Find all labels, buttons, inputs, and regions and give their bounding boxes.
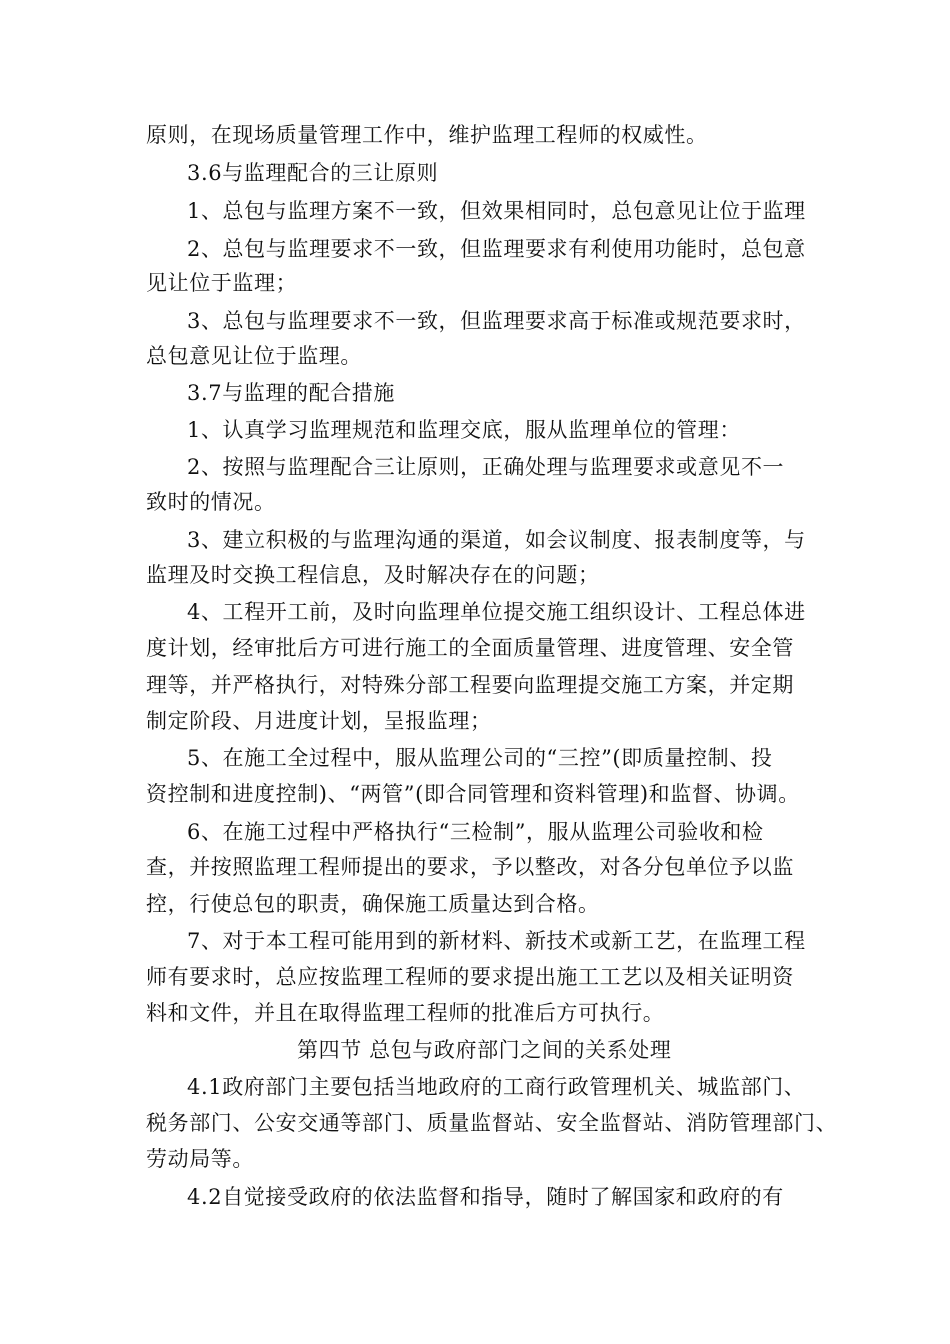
list-item: 3、建立积极的与监理沟通的渠道，如会议制度、报表制度等，与	[187, 528, 806, 552]
text-line: 料和文件，并且在取得监理工程师的批准后方可执行。	[146, 1001, 665, 1025]
list-item: 1、总包与监理方案不一致，但效果相同时，总包意见让位于监理	[187, 199, 806, 223]
text-line: 查，并按照监理工程师提出的要求，予以整改，对各分包单位予以监	[146, 855, 794, 879]
list-item: 7、对于本工程可能用到的新材料、新技术或新工艺，在监理工程	[187, 929, 806, 953]
text-line: 税务部门、公安交通等部门、质量监督站、安全监督站、消防管理部门、	[146, 1111, 838, 1135]
text-line: 师有要求时，总应按监理工程师的要求提出施工工艺以及相关证明资	[146, 965, 794, 989]
list-item: 2、总包与监理要求不一致，但监理要求有利使用功能时，总包意	[187, 237, 806, 261]
section-heading: 3.7与监理的配合措施	[187, 381, 395, 405]
list-item: 3、总包与监理要求不一致，但监理要求高于标准或规范要求时，	[187, 309, 806, 333]
list-item: 4、工程开工前，及时向监理单位提交施工组织设计、工程总体进	[187, 600, 806, 624]
text-line: 监理及时交换工程信息，及时解决存在的问题；	[146, 563, 600, 587]
text-line: 原则，在现场质量管理工作中，维护监理工程师的权威性。	[146, 123, 708, 147]
list-item: 6、在施工过程中严格执行“三检制”，服从监理公司验收和检	[187, 820, 764, 844]
list-item: 4.2自觉接受政府的依法监督和指导，随时了解国家和政府的有	[187, 1185, 784, 1209]
text-line: 资控制和进度控制)、“两管”(即合同管理和资料管理)和监督、协调。	[146, 782, 800, 806]
list-item: 2、按照与监理配合三让原则，正确处理与监理要求或意见不一	[187, 455, 785, 479]
text-line: 理等，并严格执行，对特殊分部工程要向监理提交施工方案，并定期	[146, 673, 794, 697]
list-item: 5、在施工全过程中，服从监理公司的“三控”(即质量控制、投	[187, 746, 773, 770]
text-line: 度计划，经审批后方可进行施工的全面质量管理、进度管理、安全管	[146, 636, 794, 660]
text-line: 总包意见让位于监理。	[146, 344, 362, 368]
list-item: 4.1政府部门主要包括当地政府的工商行政管理机关、城监部门、	[187, 1075, 806, 1099]
text-line: 控，行使总包的职责，确保施工质量达到合格。	[146, 892, 600, 916]
list-item: 1、认真学习监理规范和监理交底，服从监理单位的管理：	[187, 418, 741, 442]
section-heading: 3.6与监理配合的三让原则	[187, 161, 439, 185]
chapter-heading: 第四节 总包与政府部门之间的关系处理	[297, 1038, 672, 1062]
text-line: 见让位于监理；	[146, 271, 298, 295]
text-line: 劳动局等。	[146, 1147, 254, 1171]
text-line: 致时的情况。	[146, 490, 276, 514]
text-line: 制定阶段、月进度计划，呈报监理；	[146, 709, 492, 733]
